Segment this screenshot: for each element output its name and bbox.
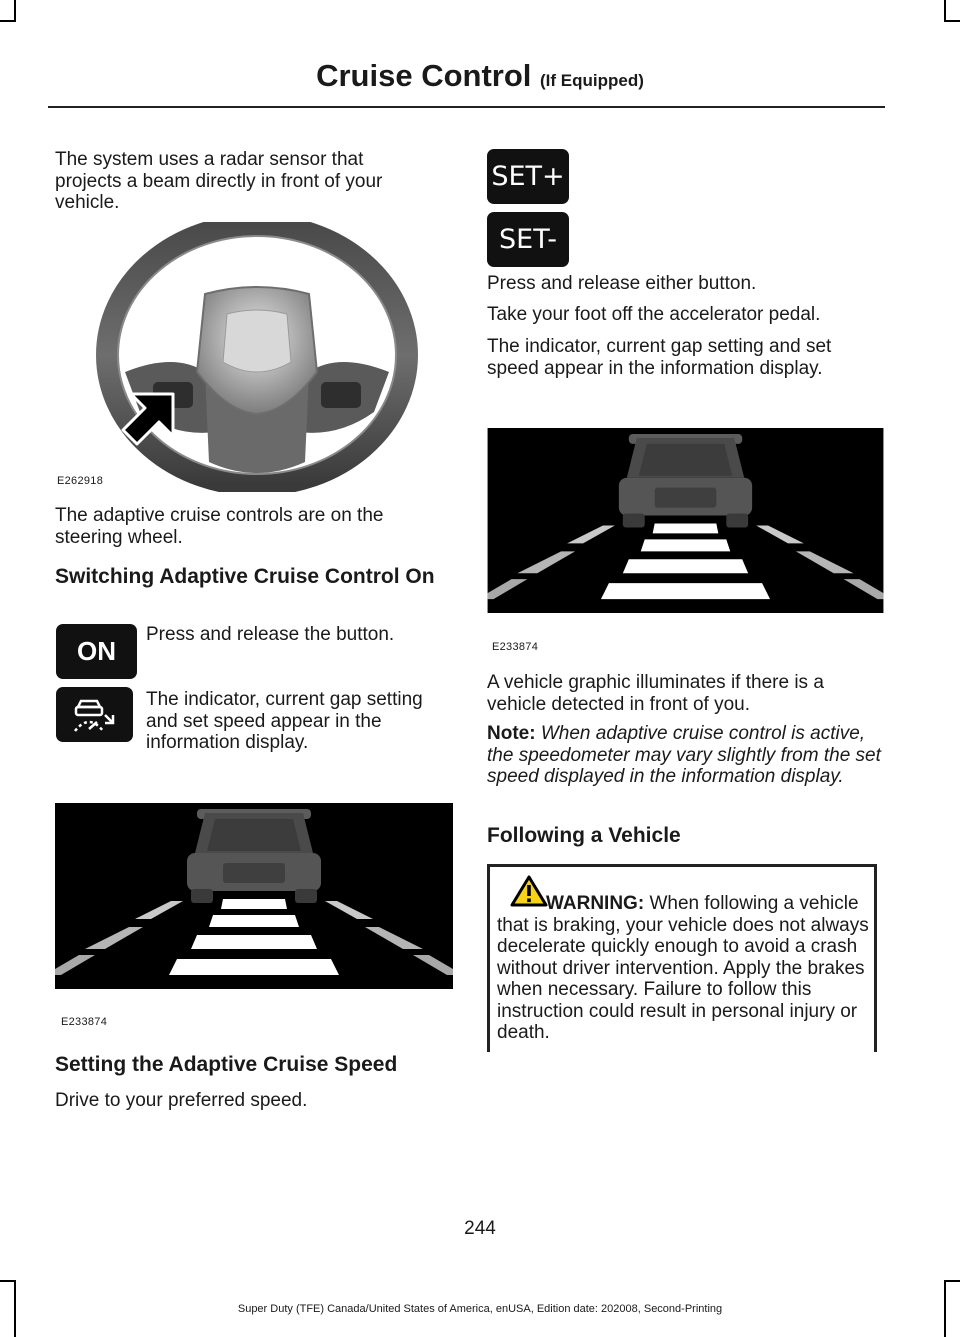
header-rule — [48, 106, 885, 108]
indicator-paragraph: The indicator, current gap setting and set speed appear in the information display. — [487, 336, 832, 379]
crop-mark — [14, 0, 16, 22]
press-either-paragraph: Press and release either button. — [487, 273, 757, 294]
section-heading: Following a Vehicle — [487, 824, 681, 847]
section-heading: Switching Adaptive Cruise Control On — [55, 565, 435, 588]
set-minus-button-icon — [487, 212, 569, 267]
press-release-paragraph: Press and release the button. — [146, 624, 395, 645]
on-button-label: ON — [77, 636, 116, 666]
set-plus-button-icon — [487, 149, 569, 204]
note-text: When adaptive cruise control is active, the speedometer may vary slightly from the set speed displayed in the information display. — [487, 723, 881, 787]
crop-mark — [0, 1280, 16, 1282]
page-number: 244 — [464, 1218, 496, 1239]
adaptive-cruise-indicator-icon — [56, 687, 133, 742]
crop-mark — [0, 20, 16, 22]
display-graphic-figure — [55, 803, 453, 1031]
indicator-paragraph: The indicator, current gap setting and set speed appear in the information display. — [146, 689, 423, 753]
chapter-subtitle: (If Equipped) — [540, 71, 644, 90]
set-plus-label: SET+ — [491, 161, 565, 192]
steering-wheel-icon — [55, 222, 453, 492]
note-label: Note: — [487, 723, 536, 744]
vehicle-graphic-paragraph: A vehicle graphic illuminates if there is a vehicle detected in front of you. — [487, 672, 824, 715]
display-graphic-figure — [486, 428, 885, 656]
set-minus-label: SET- — [499, 224, 557, 255]
warning-label: WARNING: — [546, 893, 645, 914]
steering-wheel-figure — [55, 222, 453, 492]
note-paragraph — [487, 723, 885, 788]
figure-id: E233874 — [492, 641, 539, 653]
warning-body: When following a vehicle that is braking, your vehicle does not always decelerate quickly enough to avoid a crash without driver intervention. Apply the brakes when necessary. Failure to follow this instruction could result in personal injury or death. — [497, 893, 869, 1043]
controls-paragraph: The adaptive cruise controls are on the steering wheel. — [55, 505, 384, 548]
intro-paragraph: The system uses a radar sensor that projects a beam directly in front of your vehicle. — [55, 149, 383, 213]
crop-mark — [944, 0, 946, 22]
crop-mark — [944, 1280, 960, 1282]
section-heading: Setting the Adaptive Cruise Speed — [55, 1053, 398, 1076]
on-button-icon — [56, 624, 137, 679]
footer-text: Super Duty (TFE) Canada/United States of America, enUSA, Edition date: 202008, Second-Printing — [237, 1303, 723, 1315]
figure-id: E262918 — [57, 475, 104, 487]
figure-id: E233874 — [61, 1016, 108, 1028]
drive-paragraph: Drive to your preferred speed. — [55, 1090, 308, 1111]
warning-text — [497, 893, 873, 1044]
crop-mark — [944, 20, 960, 22]
page-title — [0, 58, 960, 99]
foot-off-paragraph: Take your foot off the accelerator pedal. — [487, 304, 821, 325]
warning-box — [487, 864, 877, 1052]
chapter-title: Cruise Control — [316, 58, 532, 93]
